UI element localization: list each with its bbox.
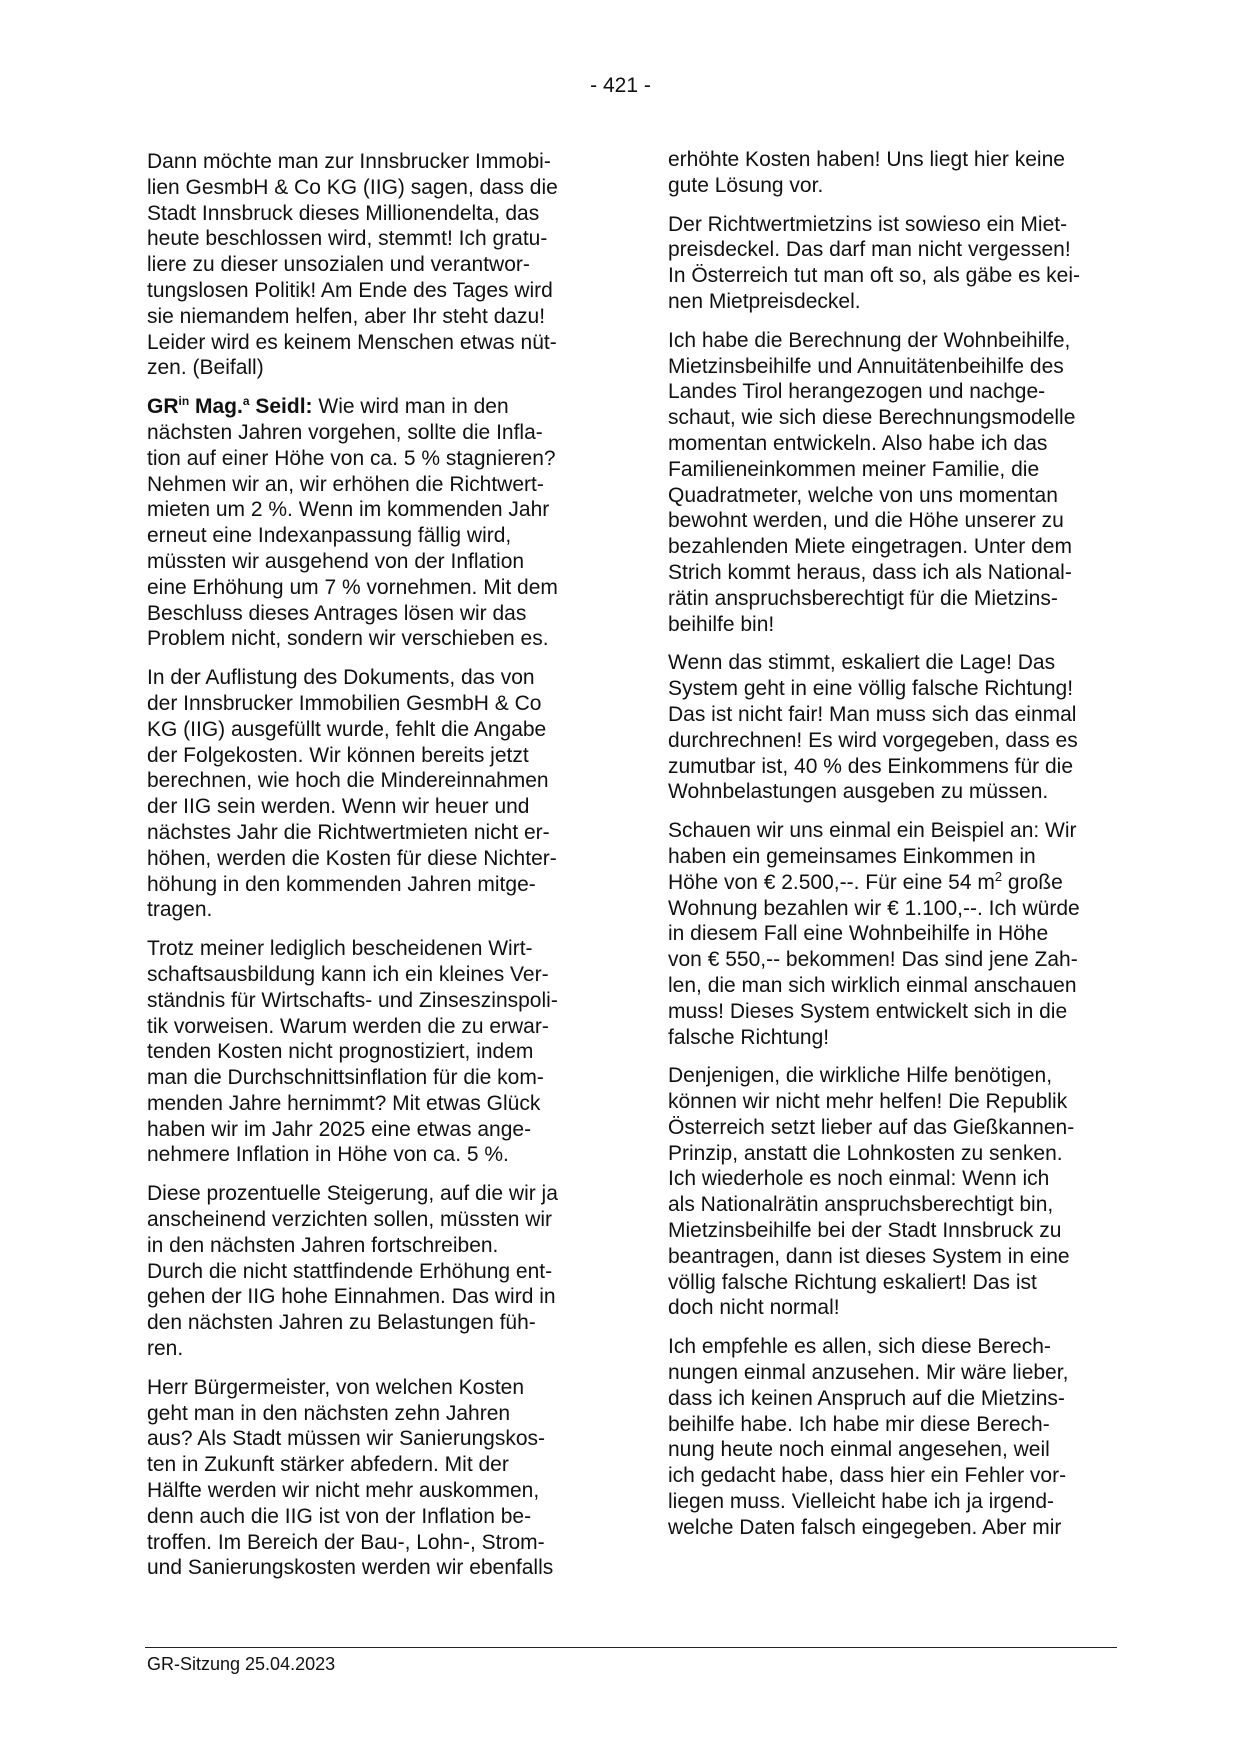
example-text-start: Schauen wir uns einmal ein Beispiel an: Wir haben ein gemeinsames Einkommen in Höhe von € 2.500,--. Für eine 54 m [668,819,1077,894]
example-text-end: große Wohnung bezahlen wir € 1.100,--. Ich würde in diesem Fall eine Wohnbeihilfe in Höhe von € 550,-- bekommen! Das sind jene Zah- len, die man sich wirklich einmal anschauen muss! Dieses System entwickelt sich in die falsche Richtung! [668,870,1080,1049]
left-column [147,149,599,1594]
speech-text: Wie wird man in den nächsten Jahren vorgehen, sollte die Infla- tion auf einer Höhe von ca. 5 % stagnieren? Nehmen wir an, wir erhöhen die Richtwert- mieten um 2 %. Wenn im kommenden Jahr erneut eine Indexanpassung fällig wird, müssten wir ausgehend von der Inflation eine Erhöhung um 7 % vornehmen. Mit dem Beschluss dieses Antrages lösen wir das Problem nicht, sondern wir verschieben es. [147,395,558,651]
speaker-title: GR [147,395,179,419]
speaker-degree: Mag. [189,395,243,419]
paragraph: Der Richtwertmietzins ist sowieso ein Miet- preisdeckel. Das darf man nicht vergessen! In Österreich tut man oft so, als gäbe es kei- nen Mietpreisdeckel. [668,212,1081,313]
paragraph: Ich habe die Berechnung der Wohnbeihilfe, Mietzinsbeihilfe und Annuitätenbeihilfe des Landes Tirol herangezogen und nachge- schaut, wie sich diese Berechnungsmodelle momentan entwickeln. Also habe ich das Familieneinkommen meiner Familie, die Quadratmeter, welche von uns momentan bewohnt werden, und die Höhe unserer zu bezahlenden Miete eingetragen. Unter dem Strich kommt heraus, dass ich als National- rätin anspruchsberechtigt für die Mietzins- beihilfe bin! [668,328,1076,636]
speaker-name: Seidl: [249,395,313,419]
paragraph: Wenn das stimmt, eskaliert die Lage! Das System geht in eine völlig falsche Richtung! Das ist nicht fair! Man muss sich das einmal durchrechnen! Es wird vorgegeben, dass es zumutbar ist, 40 % des Einkommens für die Wohnbelastungen ausgeben zu müssen. [668,651,1078,804]
paragraph: Herr Bürgermeister, von welchen Kosten geht man in den nächsten zehn Jahren aus? Als Stadt müssen wir Sanierungskos- ten in Zukunft stärker abfedern. Mit der Hälfte werden wir nicht mehr auskommen, denn auch die IIG ist von der Inflation be- troffen. Im Bereich der Bau-, Lohn-, Strom- und Sanierungskosten werden wir ebenfalls [147,1375,554,1580]
page-number: - 421 - [590,74,651,97]
paragraph: Dann möchte man zur Innsbrucker Immobi- lien GesmbH & Co KG (IIG) sagen, dass die Stadt Innsbruck dieses Millionendelta, das heute beschlossen wird, stemmt! Ich gratu- liere zu dieser unsozialen und verantwor- tungslosen Politik! Am Ende des Tages wird sie niemandem helfen, aber Ihr steht dazu! Leider wird es keinem Menschen etwas nüt- zen. (Beifall) [147,150,558,380]
speaker-degree-sup: a [242,394,250,409]
paragraph-example [668,818,1120,1050]
speaker-label [147,395,313,418]
footer-session-date: GR-Sitzung 25.04.2023 [147,1654,336,1674]
paragraph: In der Auflistung des Dokuments, das von der Innsbrucker Immobilien GesmbH & Co KG (IIG) ausgefüllt wurde, fehlt die Angabe der Folgekosten. Wir können bereits jetzt berechnen, wie hoch die Mindereinnahmen der IIG sein werden. Wenn wir heuer und nächstes Jahr die Richtwertmieten nicht er- höhen, werden die Kosten für diese Nichter- höhung in den kommenden Jahren mitge- tragen. [147,666,557,922]
paragraph: Denjenigen, die wirkliche Hilfe benötigen, können wir nicht mehr helfen! Die Republik Österreich setzt lieber auf das Gießkannen- Prinzip, anstatt die Lohnkosten zu senken. Ich wiederhole es noch einmal: Wenn ich als Nationalrätin anspruchsberechtigt bin, Mietzinsbeihilfe bei der Stadt Innsbruck zu beantragen, dann ist dieses System in eine völlig falsche Richtung eskaliert! Das ist doch nicht normal! [668,1064,1075,1320]
footer-divider [145,1647,1117,1648]
paragraph: Trotz meiner lediglich bescheidenen Wirt- schaftsausbildung kann ich ein kleines Ver- ständnis für Wirtschafts- und Zinseszinspoli- tik vorweisen. Warum werden die zu erwar- tenden Kosten nicht prognostiziert, indem man die Durchschnittsinflation für die kom- menden Jahre hernimmt? Mit etwas Glück haben wir im Jahr 2025 eine etwas ange- nehmere Inflation in Höhe von ca. 5 %. [147,937,558,1167]
paragraph: Ich empfehle es allen, sich diese Berech- nungen einmal anzusehen. Mir wäre lieber, dass ich keinen Anspruch auf die Mietzins- beihilfe habe. Ich habe mir diese Berech- nung heute noch einmal angesehen, weil ich gedacht habe, dass hier ein Fehler vor- liegen muss. Vielleicht habe ich ja irgend- welche Daten falsch eingegeben. Aber mir [668,1335,1069,1539]
paragraph-speaker-seidl [147,394,599,652]
right-column [668,147,1120,1554]
paragraph: erhöhte Kosten haben! Uns liegt hier keine gute Lösung vor. [668,148,1065,197]
paragraph: Diese prozentuelle Steigerung, auf die wir ja anscheinend verzichten sollen, müssten wir in den nächsten Jahren fortschreiben. Durch die nicht stattfindende Erhöhung ent- gehen der IIG hohe Einnahmen. Das wird in den nächsten Jahren zu Belastungen füh- ren. [147,1182,558,1361]
speaker-title-sup: in [178,394,190,409]
square-superscript: 2 [994,868,1003,884]
